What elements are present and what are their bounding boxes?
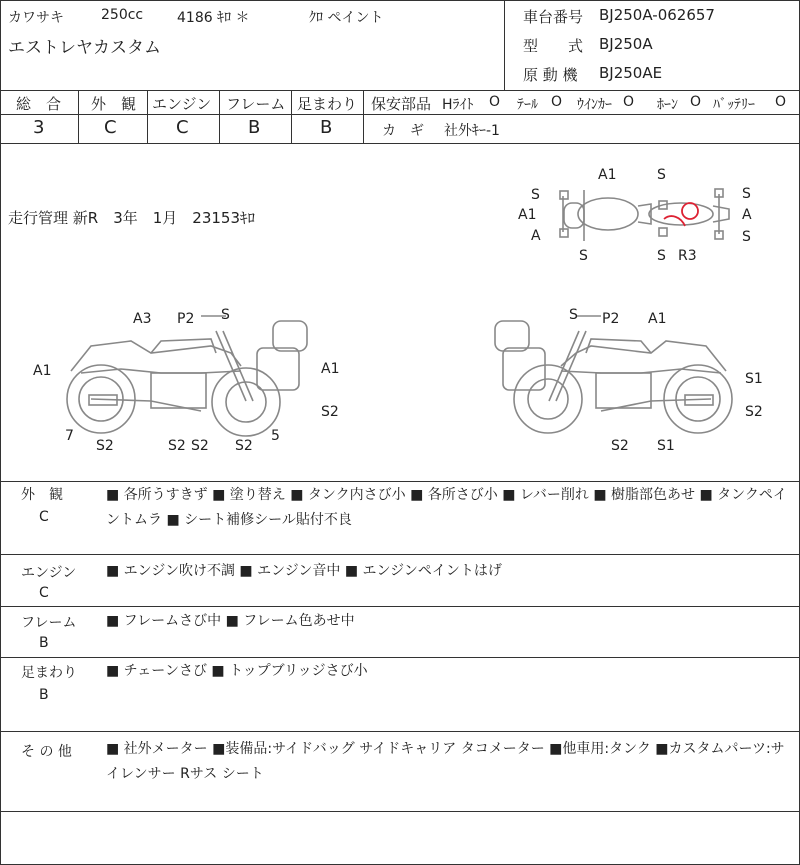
section-frame-label: フレーム [21, 615, 77, 631]
safety-battery: ﾊﾞｯﾃﾘｰ [713, 97, 755, 113]
left-label-s2-b: S2 [168, 438, 186, 454]
grade-engine: C [176, 117, 189, 138]
grade-overall: 3 [33, 117, 45, 138]
section-suspension-label: 足まわり [21, 665, 77, 681]
section-exterior-label: 外 観 [21, 487, 63, 503]
top-label-s-l1: S [531, 187, 540, 203]
frame-no-label: 車台番号 [523, 8, 584, 26]
section-suspension-text: ■ チェーンさび ■ トップブリッジさび小 [106, 663, 368, 679]
right-label-s2-a: S2 [745, 404, 763, 420]
grade-header-engine: エンジン [152, 95, 212, 113]
key-value: 社外ｷｰ-1 [444, 123, 500, 139]
right-label-s1-b: S1 [657, 438, 675, 454]
left-label-s2-c: S2 [191, 438, 209, 454]
top-label-s-b1: S [579, 248, 588, 264]
grade-header-overall: 総 合 [16, 95, 62, 113]
top-label-r3: R3 [678, 248, 697, 264]
safety-winker: ｳｲﾝｶｰ [577, 97, 612, 113]
left-label-p2: P2 [177, 311, 195, 327]
safety-label: 保安部品 [371, 95, 432, 113]
grade-frame: B [248, 117, 261, 138]
top-label-s-r2: S [742, 229, 751, 245]
right-label-s2-b: S2 [611, 438, 629, 454]
grade-header-exterior: 外 観 [91, 95, 137, 113]
top-label-s-r1: S [742, 186, 751, 202]
safety-tail-mark: O [551, 94, 563, 110]
section-frame-grade: B [39, 635, 49, 651]
top-label-a1-l: A1 [518, 207, 537, 223]
safety-headlight: Hﾗｲﾄ [442, 97, 474, 113]
frame-no: BJ250A-062657 [599, 6, 715, 24]
left-label-7: 7 [65, 428, 74, 444]
top-label-a1: A1 [598, 167, 617, 183]
left-label-a1-l: A1 [33, 363, 52, 379]
left-label-s: S [221, 307, 230, 323]
section-engine-grade: C [39, 585, 49, 601]
damage-diagram [1, 144, 799, 481]
safety-winker-mark: O [623, 94, 635, 110]
header-bottom-rule [1, 90, 799, 91]
left-label-a1-r: A1 [321, 361, 340, 377]
left-side-bike [67, 316, 307, 436]
left-label-s2-a: S2 [96, 438, 114, 454]
section-exterior-text: ■ 各所うすきず ■ 塗り替え ■ タンク内さび小 ■ 各所さび小 ■ レバー削れ ■ 樹脂部色あせ ■ タンクペイントムラ ■ シート補修シール貼付不良 [106, 487, 787, 528]
type-label: 型 式 [523, 37, 584, 55]
left-label-s2-d: S2 [235, 438, 253, 454]
left-label-a3: A3 [133, 311, 152, 327]
safety-horn: ﾎｰﾝ [657, 97, 678, 113]
engine-value: BJ250AE [599, 64, 663, 82]
right-side-bike [495, 316, 732, 433]
color: ｸﾛ ペイント [309, 10, 384, 26]
odometer-short: 4186 ｷﾛ ＊ [177, 10, 250, 26]
grade-suspension: B [320, 117, 333, 138]
left-label-s2-e: S2 [321, 404, 339, 420]
right-label-a1: A1 [648, 311, 667, 327]
engine-label: 原 動 機 [523, 66, 578, 84]
right-label-s1-a: S1 [745, 371, 763, 387]
right-label-s: S [569, 307, 578, 323]
maker: カワサキ [8, 10, 64, 26]
section-engine-label: エンジン [21, 565, 77, 581]
grade-header-frame: フレーム [226, 95, 286, 113]
top-label-s-b2: S [657, 248, 666, 264]
section-other-text: ■ 社外メーター ■装備品:サイドバッグ サイドキャリア タコメーター ■他車用:タンク ■カスタムパーツ:サイレンサー Rサス シート [106, 741, 785, 782]
top-label-a-l: A [531, 228, 541, 244]
model-name: エストレヤカスタム [8, 38, 161, 58]
key-label: カ ギ [382, 123, 424, 139]
header-divider [504, 1, 505, 90]
safety-battery-mark: O [775, 94, 787, 110]
top-label-a-r: A [742, 207, 752, 223]
grade-exterior: C [104, 117, 117, 138]
safety-horn-mark: O [690, 94, 702, 110]
safety-tail: ﾃｰﾙ [517, 97, 538, 113]
damage-marks [664, 203, 698, 226]
top-view-bike [560, 189, 729, 241]
section-exterior-grade: C [39, 509, 49, 525]
right-label-p2: P2 [602, 311, 620, 327]
type-value: BJ250A [599, 35, 653, 53]
top-label-s-mid: S [657, 167, 666, 183]
section-suspension-grade: B [39, 687, 49, 703]
section-frame-text: ■ フレームさび中 ■ フレーム色あせ中 [106, 613, 355, 629]
safety-headlight-mark: O [489, 94, 501, 110]
mileage-record: 走行管理 新R 3年 1月 23153ｷﾛ [8, 209, 255, 227]
displacement: 250cc [101, 7, 144, 23]
left-label-5: 5 [271, 428, 280, 444]
section-engine-text: ■ エンジン吹け不調 ■ エンジン音中 ■ エンジンペイントはげ [106, 563, 502, 579]
grade-header-suspension: 足まわり [297, 95, 358, 113]
section-other-label: そ の 他 [21, 744, 72, 760]
